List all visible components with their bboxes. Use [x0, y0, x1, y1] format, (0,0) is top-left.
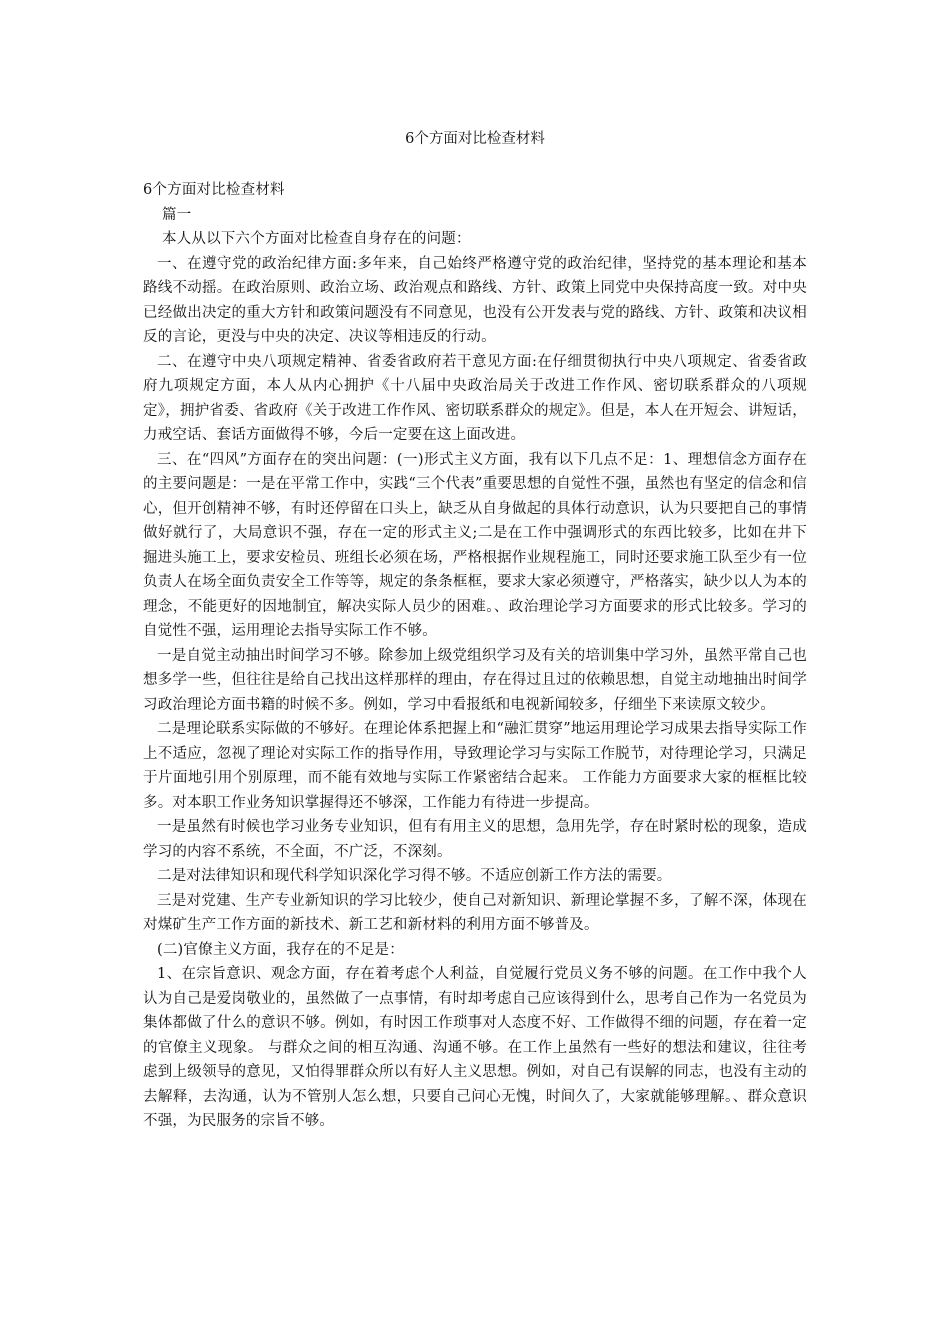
paragraph-political-discipline: 一、在遵守党的政治纪律方面:多年来，自己始终严格遵守党的政治纪律，坚持党的基本理论和基本路线不动摇。在政治原则、政治立场、政治观点和路线、方针、政策上同党中央保持高度一致。对中央已经做出决定的重大方针和政策问题没有不同意见，也没有公开发表与党的路线、方针、政策和决议相反的言论，更没与中央的决定、决议等相违反的行动。 — [143, 255, 807, 345]
paragraph-eight-rules: 二、在遵守中央八项规定精神、省委省政府若干意见方面:在仔细贯彻执行中央八项规定、省委省政府九项规定方面，本人从内心拥护《十八届中央政治局关于改进工作作风、密切联系群众的八项规定》，拥护省委、省政府《关于改进工作作风、密切联系群众的规定》。但是，本人在开短会、讲短话，力戒空话、套话方面做得不够，今后一定要在这上面改进。 — [143, 353, 807, 443]
paragraph-four-winds: 三、在“四风”方面存在的突出问题：(一)形式主义方面，我有以下几点不足：1、理想信念方面存在的主要问题是：一是在平常工作中，实践“三个代表”重要思想的自觉性不强，虽然也有坚定的信念和信心，但开创精神不够，有时还停留在口头上，缺乏从自身做起的具体行动意识，认为只要把自己的事情做好就行了，大局意识不强，存在一定的形式主义;二是在工作中强调形式的东西比较多，比如在井下掘进头施工上，要求安检员、班组长必须在场，严格根据作业规程施工，同时还要求施工队至少有一位负责人在场全面负责安全工作等等，规定的条条框框，要求大家必须遵守，严格落实，缺少以人为本的理念，不能更好的因地制宜，解决实际人员少的困难。、政治理论学习方面要求的形式比较多。学习的自觉性不强，运用理论去指导实际工作不够。 — [143, 451, 807, 639]
intro-paragraph: 本人从以下六个方面对比检查自身存在的问题： — [162, 231, 471, 247]
paragraph-purpose-awareness: 1、在宗旨意识、观念方面，存在着考虑个人利益，自觉履行党员义务不够的问题。在工作中我个人认为自己是爱岗敬业的，虽然做了一点事情，有时却考虑自己应该得到什么，思考自己作为一名党员为集体都做了什么的意识不够。例如，有时因工作琐事对人态度不好、工作做得不细的问题，存在着一定的官僚主义现象。 与群众之间的相互沟通、沟通不够。在工作上虽然有一些好的想法和建议，往往考虑到上级领导的意见，又怕得罪群众所以有好人主义思想。例如，对自己有误解的同志，也没有主动的去解释，去沟通，认为不管别人怎么想，只要自己问心无愧，时间久了，大家就能够理解。、群众意识不强，为民服务的宗旨不够。 — [143, 966, 807, 1129]
document-title: 6个方面对比检查材料 — [405, 131, 545, 147]
paragraph-bureaucracy-heading: (二)官僚主义方面，我存在的不足是： — [157, 941, 404, 958]
paragraph-study-time: 一是自觉主动抽出时间学习不够。除参加上级党组织学习及有关的培训集中学习外，虽然平常自己也想多学一些，但往往是给自己找出这样那样的理由，存在得过且过的依赖思想，自觉主动地抽出时间学习政治理论方面书籍的时候不多。例如，学习中看报纸和电视新闻较多，仔细坐下来读原文较少。 — [143, 647, 807, 713]
document-body — [143, 178, 807, 1134]
paragraph-new-knowledge: 三是对党建、生产专业新知识的学习比较少，使自己对新知识、新理论掌握不多，了解不深，体现在对煤矿生产工作方面的新技术、新工艺和新材料的利用方面不够普及。 — [143, 892, 807, 933]
section-label: 篇一 — [162, 206, 192, 223]
paragraph-theory-practice: 二是理论联系实际做的不够好。在理论体系把握上和“融汇贯穿”地运用理论学习成果去指导实际工作上不适应，忽视了理论对实际工作的指导作用，导致理论学习与实际工作脱节，对待理论学习，只满足于片面地引用个别原理，而不能有效地与实际工作紧密结合起来。 工作能力方面要求大家的框框比较多。对本职工作业务知识掌握得还不够深，工作能力有待进一步提高。 — [143, 721, 807, 811]
paragraph-legal-knowledge: 二是对法律知识和现代科学知识深化学习得不够。不适应创新工作方法的需要。 — [157, 868, 672, 884]
paragraph-professional-knowledge: 一是虽然有时候也学习业务专业知识，但有有用主义的思想，急用先学，存在时紧时松的现象，造成学习的内容不系统，不全面，不广泛，不深刻。 — [143, 819, 807, 860]
body-heading: 6个方面对比检查材料 — [143, 182, 285, 198]
